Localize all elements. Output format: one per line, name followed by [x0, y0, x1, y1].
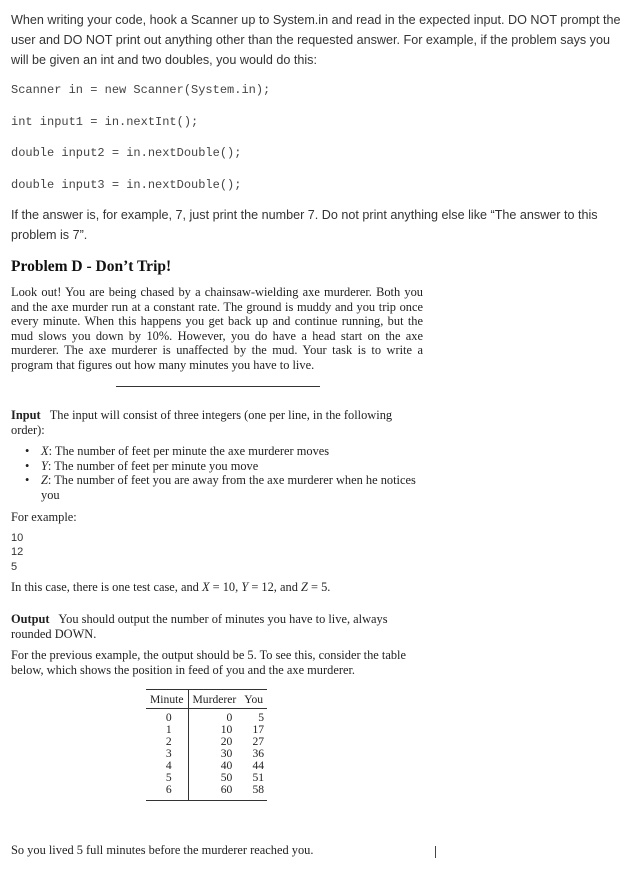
text-cursor: [435, 846, 436, 858]
input-label: Input: [11, 408, 41, 422]
list-item: [11, 459, 423, 474]
bullet-icon: •: [25, 458, 30, 473]
var-name: Y: [41, 458, 48, 473]
table-header-you: You: [240, 690, 267, 709]
input-section: [11, 408, 423, 437]
table-cell: 3: [146, 748, 188, 760]
table-cell: 40: [220, 759, 233, 772]
conclusion-text: So you lived 5 full minutes before the murderer reached you.: [11, 843, 314, 857]
output-label: Output: [11, 612, 50, 626]
table-cell: 10: [220, 723, 233, 736]
list-item: [11, 473, 423, 502]
case-x: X: [201, 580, 210, 594]
code-line-scanner: Scanner in = new Scanner(System.in);: [11, 83, 271, 97]
intro-paragraph: When writing your code, hook a Scanner up to System.in and read in the expected input. DO NOT prompt the user and DO NOT print out anything other than the requested answer. For example, if the problem says you will be given an int and two doubles, you would do this:: [11, 13, 621, 67]
output-section: [11, 612, 423, 641]
example-input-line: 5: [11, 561, 18, 573]
code-line-input1: int input1 = in.nextInt();: [11, 115, 199, 129]
var-desc: : The number of feet per minute you move: [47, 458, 259, 473]
table-cell: 20: [220, 735, 233, 748]
table-cell: 2: [146, 736, 188, 748]
position-table: [146, 689, 267, 801]
case-z-val: = 5.: [307, 580, 331, 594]
table-cell: 5: [258, 711, 265, 724]
answer-instruction: If the answer is, for example, 7, just print the number 7. Do not print anything else like “The answer to this problem is 7”.: [11, 208, 598, 242]
example-input-line: 10: [11, 532, 24, 544]
case-y: Y: [241, 580, 249, 594]
table-cell: 27: [252, 735, 265, 748]
input-description: The input will consist of three integers (one per line, in the following order):: [11, 408, 393, 437]
section-divider: [116, 386, 320, 387]
bullet-icon: •: [25, 444, 30, 458]
example-explanation: For the previous example, the output should be 5. To see this, consider the table below, which shows the position in feed of you and the axe murderer.: [11, 648, 406, 677]
code-line-input3: double input3 = in.nextDouble();: [11, 178, 242, 192]
bullet-icon: •: [25, 473, 30, 488]
example-label: For example:: [11, 510, 77, 524]
table-cell: 30: [220, 747, 233, 760]
table-row: [146, 736, 267, 748]
var-name: Z: [41, 473, 48, 488]
table-cell: 0: [146, 709, 188, 725]
case-prefix: In this case, there is one test case, and: [11, 580, 202, 594]
table-cell: 58: [252, 783, 265, 796]
table-cell: 0: [226, 711, 233, 724]
table-row: [146, 748, 267, 760]
table-cell: 36: [252, 747, 265, 760]
var-desc: : The number of feet you are away from the axe murderer when he notices you: [41, 473, 416, 502]
var-desc: : The number of feet per minute the axe murderer moves: [48, 444, 330, 458]
table-header-murderer: Murderer: [188, 690, 240, 709]
table-row: [146, 724, 267, 736]
table-row: [146, 760, 267, 772]
problem-title: Problem D - Don’t Trip!: [11, 258, 172, 275]
case-z: Z: [301, 580, 308, 594]
input-variable-list: [11, 444, 423, 502]
var-name: X: [41, 444, 49, 458]
table-cell: 50: [220, 771, 233, 784]
table-cell: 4: [146, 760, 188, 772]
table-cell: 1: [146, 724, 188, 736]
table-cell: 60: [220, 783, 233, 796]
output-description: You should output the number of minutes you have to live, always rounded DOWN.: [11, 612, 388, 641]
table-header-minute: Minute: [146, 690, 188, 709]
case-x-val: = 10,: [209, 580, 242, 594]
list-item: [11, 444, 423, 459]
problem-story: Look out! You are being chased by a chainsaw-wielding axe murderer. Both you and the axe murder run at a constant rate. The ground is muddy and you trip once every minute. When this happens you get back up and continue running, but the mud slows you down by 10%. However, you do have a head start on the axe murderer. The axe murderer is unaffected by the mud. Your task is to write a program that figures out how many minutes you have to live.: [11, 285, 423, 372]
example-case-description: [11, 580, 330, 595]
table-cell: 17: [252, 723, 265, 736]
table-cell: 6: [146, 784, 188, 801]
table-row: [146, 784, 267, 801]
table-cell: 44: [252, 759, 265, 772]
table-row: [146, 772, 267, 784]
table-cell: 5: [146, 772, 188, 784]
example-input-line: 12: [11, 546, 24, 558]
table-row: [146, 709, 267, 725]
case-y-val: = 12, and: [248, 580, 301, 594]
table-cell: 51: [252, 771, 265, 784]
code-line-input2: double input2 = in.nextDouble();: [11, 146, 242, 160]
